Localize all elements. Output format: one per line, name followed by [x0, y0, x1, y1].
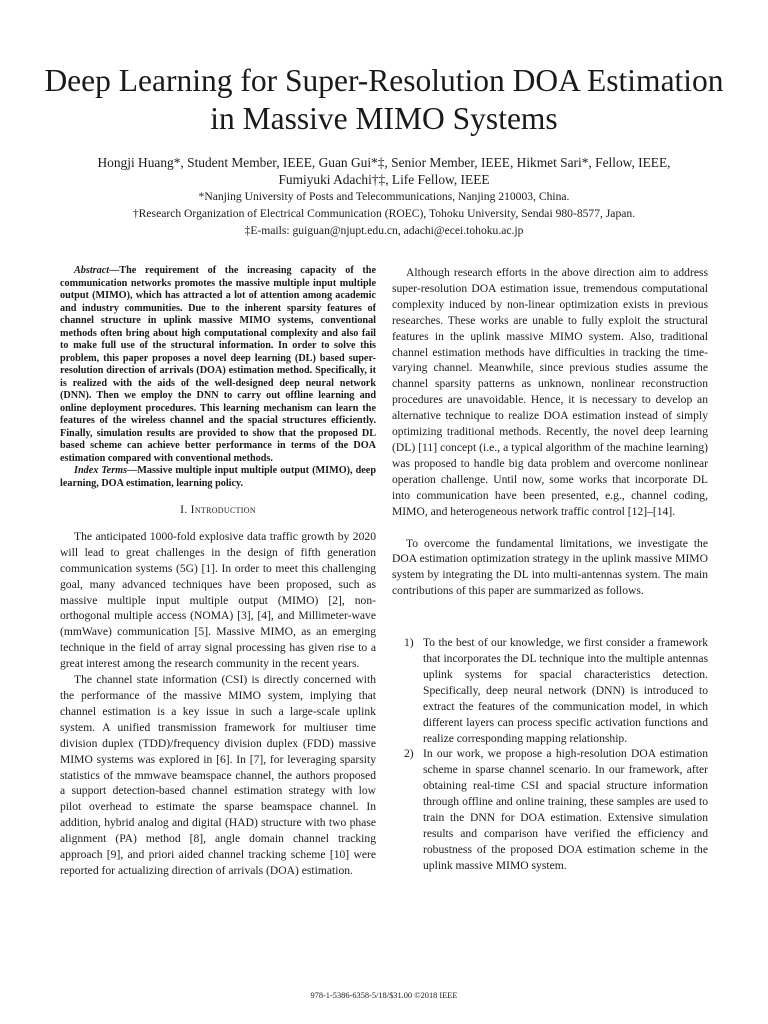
authors-line-2: Fumiyuki Adachi†‡, Life Fellow, IEEE	[278, 172, 490, 187]
section-numeral: I.	[180, 503, 188, 516]
list-item	[392, 635, 708, 746]
body-paragraph-1: Although research efforts in the above direction aim to address super-resolution DOA estimation issue, tremendous computational complexity induced by non-linear optimization exists in previous researches. These works are unable to fully exploit the structural features in the uplink massive MIMO system. Also, traditional channel estimation methods have difficulties in tracking the time-varying channel. Meanwhile, since previous studies assume the channel sparsity patterns as unknown, nonlinear reconstruction procedures are unavoidable. Hence, it is necessary to develop an alternative technique to realize DOA estimation instead of simply optimizing traditional methods. Recently, the novel deep learning (DL) [11] concept (i.e., a typical algorithm of the machine learning) was proposed to handle big data problem and overcome nonlinear operation challenge. Until now, some works that incorporate DL into communication have been presented, e.g., channel coding, MIMO, and heterogeneous network traffic control [12]–[14].	[392, 266, 708, 518]
intro-paragraph-1: The anticipated 1000-fold explosive data traffic growth by 2020 will lead to great challenges in the design of fifth generation communication systems (5G) [1]. In order to meet this challenging goal, many advanced techniques have been proposed, such as massive multiple input multiple output (MIMO) [2], non-orthogonal multiple access (NOMA) [3], [4], and Millimeter-wave (mmWave) communication [5]. Massive MIMO, as an emerging technique in the field of array signal processing has given rise to a great interest among the research community in the recent years.	[60, 529, 376, 671]
section-heading-introduction	[60, 502, 376, 518]
affiliation-2: †Research Organization of Electrical Communication (ROEC), Tohoku University, Sendai 980-8577, Japan.	[132, 207, 636, 220]
right-column	[392, 265, 708, 874]
index-terms-text: —Massive multiple input multiple output (MIMO), deep learning, DOA estimation, learning policy.	[60, 465, 376, 489]
authors-line-1: Hongji Huang*, Student Member, IEEE, Guan Gui*‡, Senior Member, IEEE, Hikmet Sari*, Fellow, IEEE,	[97, 155, 671, 170]
list-item-text: To the best of our knowledge, we first consider a framework that incorporates the DL technique into the multiple antennas uplink systems for spacial characteristics detection. Specifically, deep neural network (DNN) is introduced to extract the features of the communication model, in which different layers can process specific activation functions and realize corresponding mapping relationship.	[423, 636, 708, 745]
list-item	[392, 746, 708, 873]
abstract-label: Abstract	[74, 265, 110, 276]
list-item-number: 2)	[404, 747, 414, 761]
contributions-list	[392, 635, 708, 874]
body-paragraph-2: To overcome the fundamental limitations, we investigate the DOA estimation optimization strategy in the uplink massive MIMO system by integrating the DL into multi-antennas system. The main contributions of this paper are summarized as follows.	[392, 536, 708, 598]
left-column	[60, 265, 376, 879]
author-block	[40, 154, 728, 188]
index-terms-label: Index Terms	[74, 465, 128, 476]
paper-title: Deep Learning for Super-Resolution DOA Estimation in Massive MIMO Systems	[44, 63, 724, 136]
affiliation-emails: ‡E-mails: guiguan@njupt.edu.cn, adachi@ecei.tohoku.ac.jp	[244, 224, 524, 237]
affiliations	[40, 188, 728, 239]
list-item-text: In our work, we propose a high-resolution DOA estimation scheme in sparse channel scenario. In our framework, after obtaining real-time CSI and spacial structure information through offline and online training, these samples are used to train the DNN for DOA estimation. Extensive simulation results and comparison have verified the efficiency and robustness of the proposed DOA estimation scheme in the uplink massive MIMO system.	[423, 747, 708, 872]
copyright-footer: 978-1-5386-6358-5/18/$31.00 ©2018 IEEE	[310, 991, 458, 1000]
section-title: Introduction	[190, 503, 256, 516]
list-item-number: 1)	[404, 636, 414, 650]
abstract-text: —The requirement of the increasing capacity of the communication networks promotes the massive multiple input multiple output (MIMO), which has attracted a lot of attention among academic and industry communities. Due to the inherent sparsity features of channel structure in uplink massive MIMO systems, conventional methods often bring about high computational complexity and also fail to make full use of the structural information. In order to solve this problem, this paper proposes a novel deep learning (DL) based super-resolution direction of arrivals (DOA) estimation method. Specifically, it is realized with the aids of the well-designed deep neural network (DNN). Then we employ the DNN to carry out offline learning and online deployment procedures. This learning mechanism can learn the features of the wireless channel and the spacial structures efficiently. Finally, simulation results are provided to show that the proposed DL based scheme can achieve better performance in terms of the DOA estimation compared with conventional methods.	[60, 265, 376, 464]
intro-paragraph-2: The channel state information (CSI) is directly concerned with the performance of the massive MIMO system, implying that channel estimation is a key issue in such a large-scale uplink system. A unified transmission framework for multiuser time division duplex (TDD)/frequency division duplex (FDD) massive MIMO systems was explored in [6]. In [7], for leveraging sparsity statistics of the mmwave beamspace channel, the authors proposed a support detection-based channel estimation strategy with low pilot overhead to estimate the sparse beamspace channel. In addition, hybrid analog and digital (HAD) structure with two phase alignment (PA) method [8], angle domain channel tracking approach [9], and priori aided channel tracking scheme [10] were reported for actualizing direction of arrivals (DOA) estimation.	[60, 673, 376, 877]
index-terms	[60, 465, 376, 490]
abstract	[60, 265, 376, 465]
affiliation-1: *Nanjing University of Posts and Telecommunications, Nanjing 210003, China.	[198, 190, 570, 203]
